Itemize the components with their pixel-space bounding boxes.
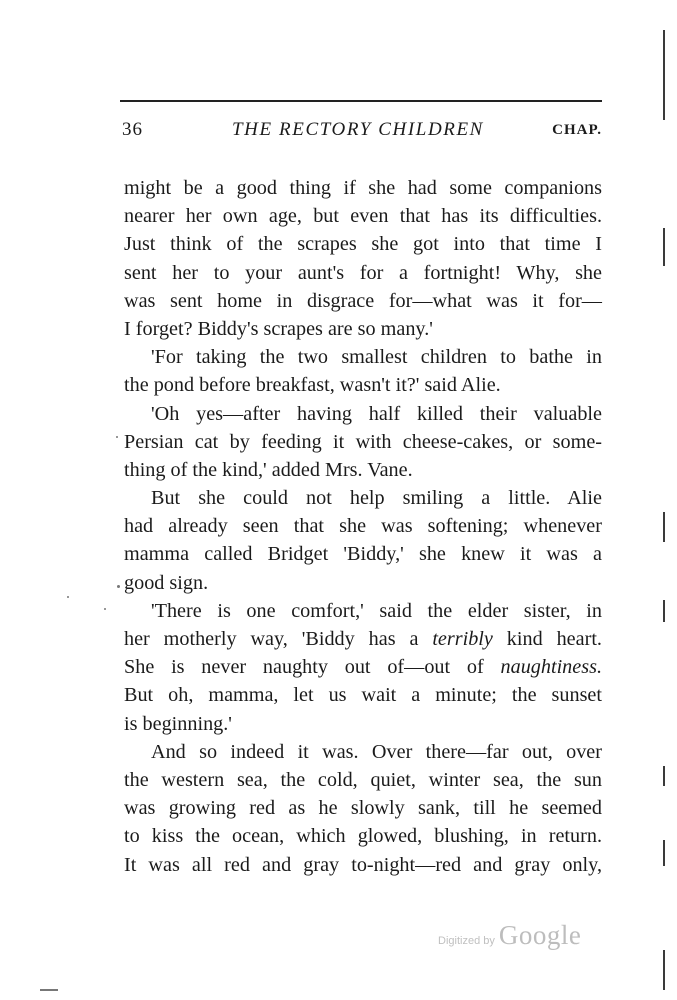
text-line: It was all red and gray to-night—red and gray only, <box>124 853 602 876</box>
text-line: to kiss the ocean, which glowed, blushing, in return. <box>124 825 602 848</box>
text-line: I forget? Biddy's scrapes are so many.' <box>124 317 433 340</box>
text-run: her motherly way, 'Biddy has a <box>124 628 419 650</box>
text-line: nearer her own age, but even that has its difficulties. <box>124 205 602 228</box>
text-line: And so indeed it was. Over there—far out, over <box>151 740 602 763</box>
scan-speck <box>40 989 58 991</box>
text-line: is beginning.' <box>124 712 232 735</box>
text-line <box>124 653 602 681</box>
text-line <box>124 625 602 653</box>
text-line: had already seen that she was softening; whenever <box>124 515 602 538</box>
text-line: the western sea, the cold, quiet, winter sea, the sun <box>124 768 602 791</box>
scan-edge-mark <box>663 840 665 866</box>
text-line: 'There is one comfort,' said the elder sister, in <box>151 599 602 622</box>
scan-edge-mark <box>663 512 665 542</box>
text-line: good sign. <box>124 571 209 594</box>
text-line: Persian cat by feeding it with cheese-cakes, or some- <box>124 430 602 453</box>
text-line: was growing red as he slowly sank, till he seemed <box>124 797 602 820</box>
digitized-watermark <box>438 920 581 954</box>
running-title: THE RECTORY CHILDREN <box>232 119 484 140</box>
text-line: Just think of the scrapes she got into that time I <box>124 233 602 256</box>
scan-speck <box>117 585 120 588</box>
chapter-label: CHAP. <box>552 122 602 138</box>
text-line: the pond before breakfast, wasn't it?' said Alie. <box>124 374 501 397</box>
text-line: 'Oh yes—after having half killed their valuable <box>151 402 602 425</box>
italic-word: terribly <box>432 628 493 650</box>
text-run: She is never naughty out of—out of <box>124 656 484 679</box>
scan-speck <box>116 436 118 438</box>
scan-edge-mark <box>663 30 665 120</box>
text-line: thing of the kind,' added Mrs. Vane. <box>124 458 413 481</box>
scan-edge-mark <box>663 950 665 990</box>
text-line: might be a good thing if she had some companions <box>124 177 602 199</box>
scan-speck <box>67 596 69 598</box>
text-line: 'For taking the two smallest children to bathe in <box>151 346 602 369</box>
text-line: sent her to your aunt's for a fortnight! Why, she <box>124 261 602 284</box>
digitized-by-text: Digitized by <box>438 935 495 947</box>
text-line: was sent home in disgrace for—what was it for— <box>124 289 602 312</box>
page-number: 36 <box>122 119 143 140</box>
page-body <box>124 174 602 879</box>
header-rule <box>120 100 602 102</box>
text-line: But oh, mamma, let us wait a minute; the sunset <box>124 684 602 707</box>
italic-word: naughtiness. <box>500 656 602 679</box>
text-line: But she could not help smiling a little. Alie <box>151 487 602 510</box>
scan-edge-mark <box>663 766 665 786</box>
scan-speck <box>104 608 106 610</box>
scan-edge-mark <box>663 600 665 622</box>
google-logo: Google <box>498 920 582 950</box>
running-header <box>122 117 602 143</box>
scan-edge-mark <box>663 228 665 266</box>
text-run: kind heart. <box>506 628 602 650</box>
text-line: mamma called Bridget 'Biddy,' she knew it was a <box>124 543 602 566</box>
